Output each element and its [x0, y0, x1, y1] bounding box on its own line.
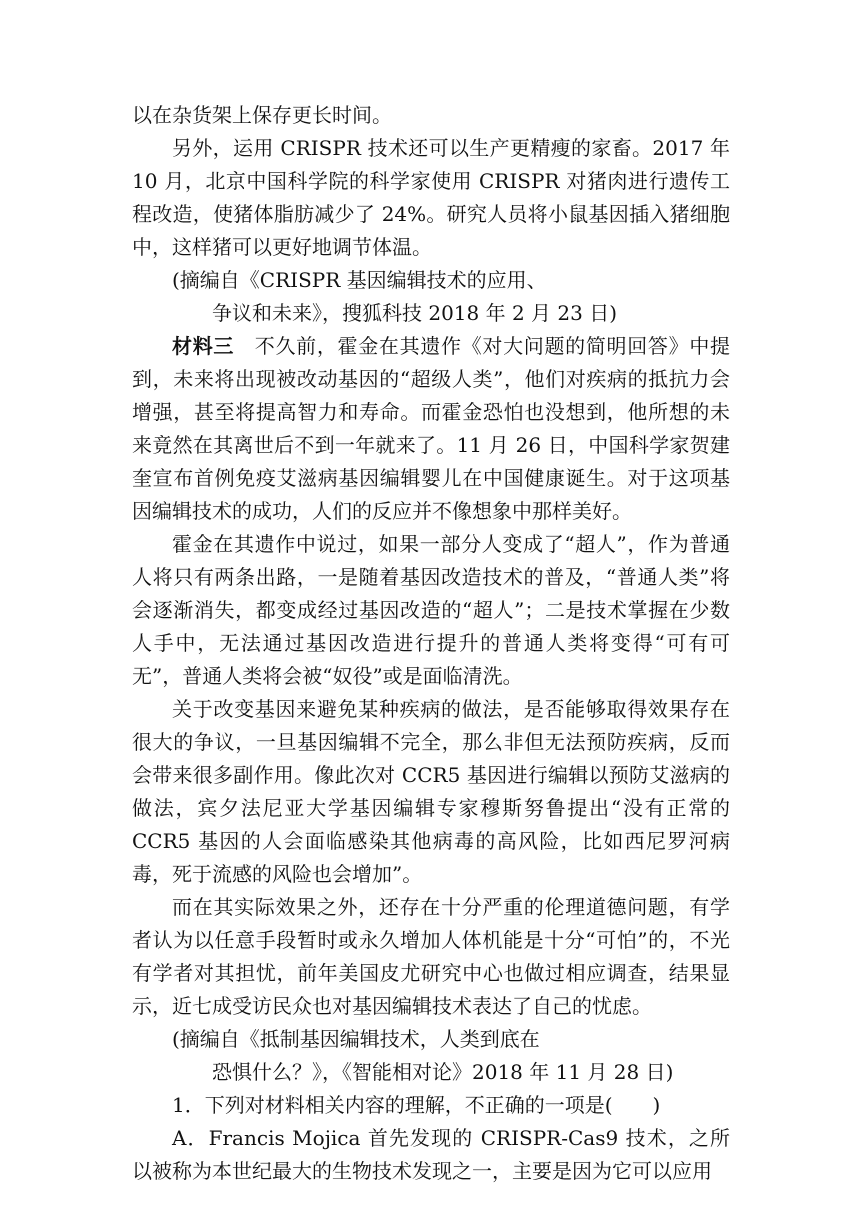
paragraph-material-three — [132, 330, 730, 528]
material-three-label: 材料三 — [172, 334, 235, 358]
document-page — [132, 99, 730, 1188]
source-citation-2-line1: (摘编自《抵制基因编辑技术，人类到底在 — [172, 1027, 540, 1051]
material-three-text: 不久前，霍金在其遗作《对大问题的简明回答》中提到，未来将出现被改动基因的“超级人类”，他们对疾病的抵抗力会增强，甚至将提高智力和寿命。而霍金恐怕也没想到，他所想的未来竟然在其离世后不到一年就来了。11 月 26 日，中国科学家贺建奎宣布首例免疫艾滋病基因编辑婴儿在中国健康诞生。对于这项基因编辑技术的成功，人们的反应并不像想象中那样美好。 — [132, 334, 731, 523]
paragraph-hawking-superhuman: 霍金在其遗作中说过，如果一部分人变成了“超人”，作为普通人将只有两条出路，一是随着基因改造技术的普及，“普通人类”将会逐渐消失，都变成经过基因改造的“超人”；二是技术掌握在少数人手中，无法通过基因改造进行提升的普通人类将变得“可有可无”，普通人类将会被“奴役”或是面临清洗。 — [132, 532, 730, 688]
question-1: 1．下列对材料相关内容的理解，不正确的一项是( ) — [172, 1093, 661, 1117]
source-citation-2-line2: 恐惧什么？》，《智能相对论》2018 年 11 月 28 日) — [212, 1060, 674, 1084]
paragraph-gene-editing-controversy: 关于改变基因来避免某种疾病的做法，是否能够取得效果存在很大的争议，一旦基因编辑不完全，那么非但无法预防疾病，反而会带来很多副作用。像此次对 CCR5 基因进行编辑以预防艾滋病的做法，宾夕法尼亚大学基因编辑专家穆斯努鲁提出“没有正常的 CCR5 基因的人会面临感染其他病毒的高风险，比如西尼罗河病毒，死于流感的风险也会增加”。 — [132, 697, 730, 886]
paragraph-ethics: 而在其实际效果之外，还存在十分严重的伦理道德问题，有学者认为以任意手段暂时或永久增加人体机能是十分“可怕”的，不光有学者对其担忧，前年美国皮尤研究中心也做过相应调查，结果显示，近七成受访民众也对基因编辑技术表达了自己的忧虑。 — [132, 895, 730, 1018]
paragraph-crispr-livestock: 另外，运用 CRISPR 技术还可以生产更精瘦的家畜。2017 年 10 月，北京中国科学院的科学家使用 CRISPR 对猪肉进行遗传工程改造，使猪体脂肪减少了 24%。研究人员将小鼠基因插入猪细胞中，这样猪可以更好地调节体温。 — [132, 136, 730, 259]
source-citation-2 — [132, 1023, 730, 1089]
source-citation-1 — [132, 264, 730, 330]
source-citation-1-line2: 争议和未来》，搜狐科技 2018 年 2 月 23 日) — [212, 301, 618, 325]
option-a: A．Francis Mojica 首先发现的 CRISPR-Cas9 技术，之所以被称为本世纪最大的生物技术发现之一，主要是因为它可以应用 — [132, 1126, 730, 1183]
source-citation-1-line1: (摘编自《CRISPR 基因编辑技术的应用、 — [172, 268, 547, 292]
paragraph-continuation: 以在杂货架上保存更长时间。 — [132, 103, 392, 127]
